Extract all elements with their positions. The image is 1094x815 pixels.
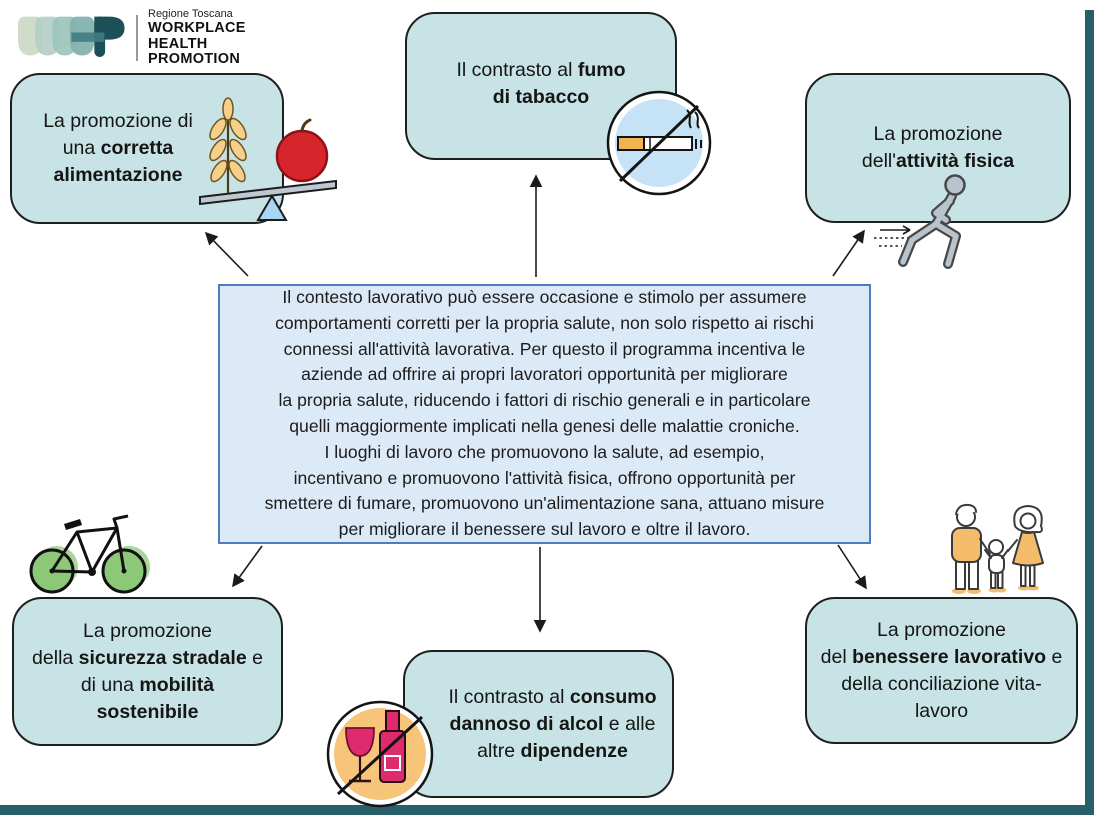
logo-region: Regione Toscana [148, 8, 233, 20]
whp-logo-mark [18, 15, 126, 60]
box-consumo-alcol-label: Il contrasto al consumo dannoso di alcol e alle altre dipendenze [448, 685, 657, 762]
central-description-box: Il contesto lavorativo può essere occasione e stimolo per assumere comportamenti corretti per la propria salute, non solo rispetto ai rischi connessi all'attività lavorativa. Per questo il programma incentiva le aziende ad offrire ai propri lavoratori opportunità per migliorare la propria salute, riducendo i fattori di rischio generali e in particolare quelli maggiormente implicati nella genesi delle malattie croniche. I luoghi di lavoro che promuovono la salute, ad esempio, incentivano e promuovono l'attività fisica, offrono opportunità per smettere di fumare, promuovono un'alimentazione sana, attuano misure per migliorare il benessere sul lavoro e oltre il lavoro. [218, 284, 871, 544]
frame-bar-bottom [0, 805, 1094, 815]
box-fumo-di-tabacco-label: Il contrasto al fumo di tabacco [456, 59, 626, 108]
family-icon [928, 502, 1068, 602]
box-sicurezza-stradale [12, 597, 283, 746]
logo-title: WORKPLACE HEALTH PROMOTION [148, 20, 246, 67]
box-consumo-alcol [403, 650, 674, 798]
speed-lines-icon [874, 226, 910, 246]
no-smoking-icon [604, 88, 714, 198]
box-corretta-alimentazione-label: La promozione di una corretta alimentazione [43, 110, 193, 186]
balance-food-icon [198, 96, 340, 224]
bicycle-icon [20, 508, 158, 600]
logo-text [148, 8, 246, 68]
arrow-to-benessere [838, 545, 866, 588]
runner-icon [848, 172, 980, 272]
box-benessere-lavorativo-label: La promozione del benessere lavorativo e della conciliazione vita- lavoro [820, 618, 1063, 722]
no-alcohol-icon [324, 698, 436, 810]
box-sicurezza-stradale-label: La promozione della sicurezza stradale e di una mobilità sostenibile [32, 619, 263, 723]
box-benessere-lavorativo [805, 597, 1078, 744]
box-attivita-fisica-label: La promozione dell'attività fisica [861, 123, 1015, 172]
whp-logo [18, 8, 246, 68]
whp-letters [18, 17, 125, 57]
arrow-to-sicurezza [233, 546, 262, 586]
arrow-to-alimentazione [206, 233, 248, 276]
wheat-sprig-icon [207, 98, 249, 193]
frame-bar-right [1085, 10, 1094, 815]
apple-icon [277, 120, 327, 181]
logo-divider [136, 15, 138, 61]
